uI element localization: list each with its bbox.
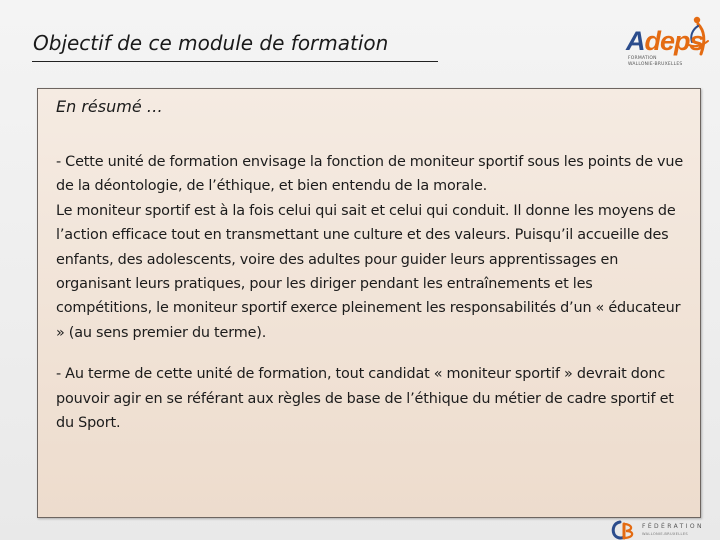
paragraph-outcome: - Au terme de cette unité de formation, tout candidat « moniteur sportif » devrait donc pouvoir agir en se référant aux règles de base de l’éthique du métier de cadre sportif et du Sport. bbox=[56, 366, 674, 432]
summary-heading: En résumé … bbox=[56, 97, 163, 116]
adeps-logo bbox=[622, 14, 712, 72]
adeps-wordmark: Adeps bbox=[626, 26, 704, 56]
federation-footer-logo bbox=[610, 519, 716, 540]
federation-label: FÉDÉRATION bbox=[642, 523, 704, 530]
body-text bbox=[56, 150, 684, 435]
page-title: Objectif de ce module de formation bbox=[33, 31, 389, 55]
summary-content-box bbox=[37, 88, 701, 518]
federation-logo-icon bbox=[610, 520, 638, 540]
paragraph-role: Le moniteur sportif est à la fois celui qui sait et celui qui conduit. Il donne les moyens de l’action efficace tout en transmettant une culture et des valeurs. Puisqu’il accueille des enfants, des adolescents, voire des adultes pour guider leurs apprentissages en organisant leurs pratiques, pour les diriger pendant les entraînements et les compétitions, le moniteur sportif exerce pleinement les responsabilités d’un « éducateur » (au sens premier du terme). bbox=[56, 202, 681, 341]
paragraph-purpose: - Cette unité de formation envisage la fonction de moniteur sportif sous les points de vue de la déontologie, de l’éthique, et bien entendu de la morale. bbox=[56, 154, 684, 195]
adeps-tagline: FORMATION WALLONIE-BRUXELLES bbox=[628, 56, 683, 67]
federation-sublabel: WALLONIE-BRUXELLES bbox=[642, 532, 688, 536]
paragraph-spacer bbox=[56, 345, 684, 362]
title-underline bbox=[32, 61, 438, 62]
